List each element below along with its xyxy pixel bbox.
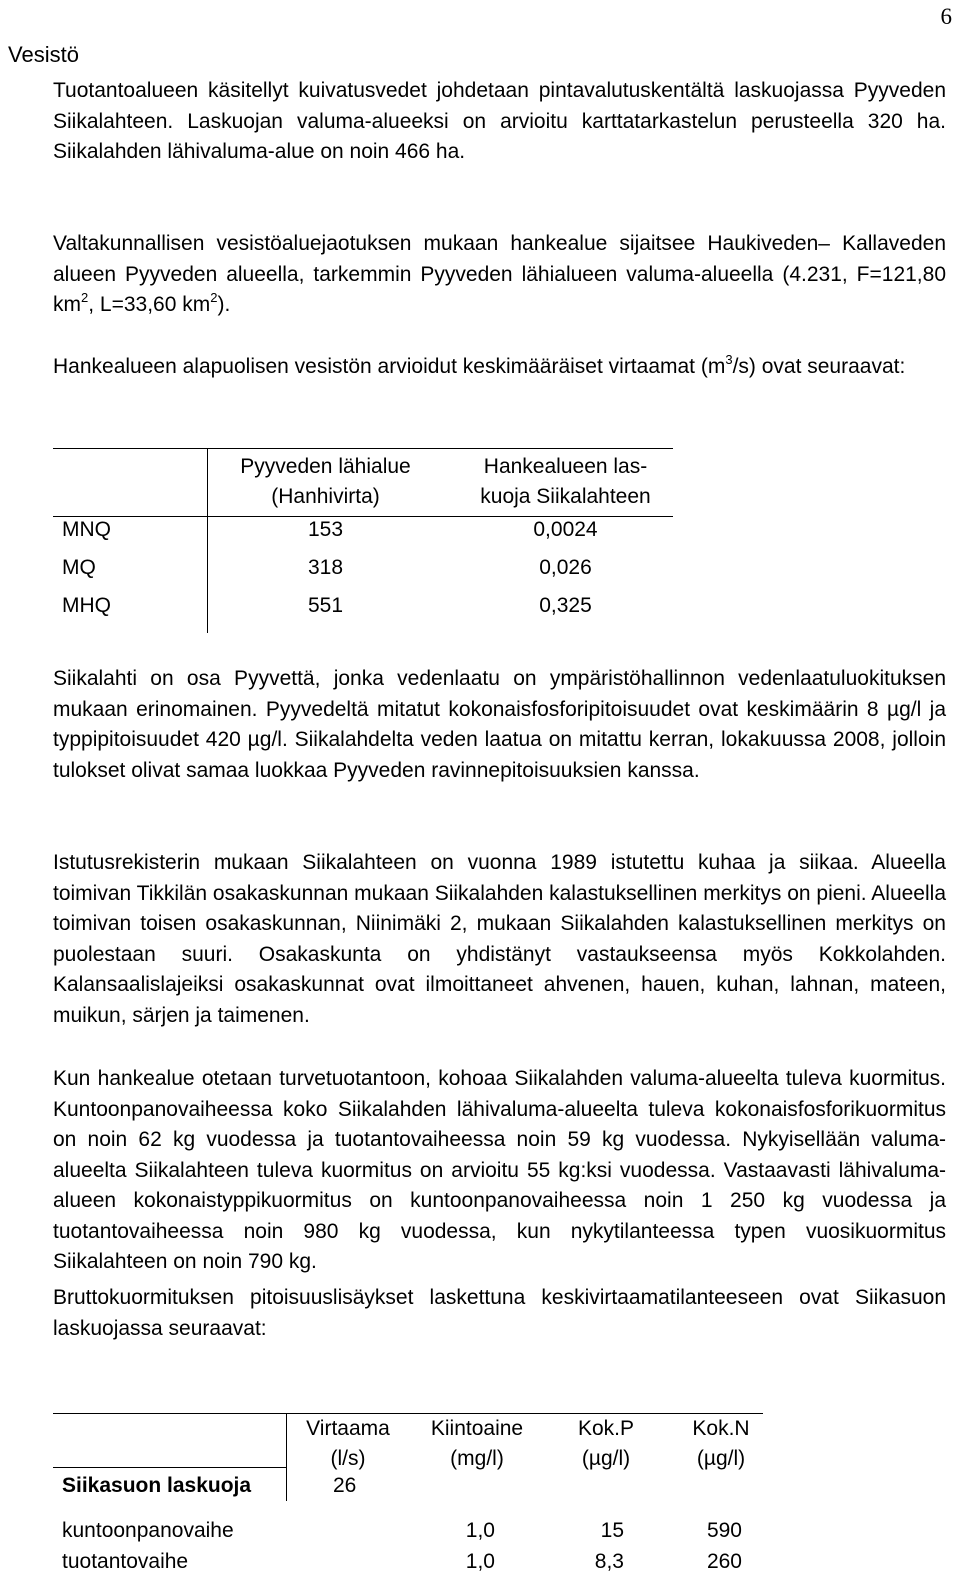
header-line: (Hanhivirta) <box>271 485 380 508</box>
header-line: Kok.P <box>577 1417 635 1440</box>
load-header-phosphorus <box>556 1414 656 1474</box>
paragraph-loading: Kun hankealue otetaan turvetuotantoon, kohoaa Siikalahden valuma-alueelta tuleva kuormitus. Kuntoonpanovaiheessa koko Siikalahden lähivaluma-alueelta tuleva kokonaisfosforikuormitus on noin 62 kg vuodessa ja tuotantovaiheessa noin 59 kg vuodessa. Nykyisellään valuma-alueelta Siikalahteen tuleva kuormitus on arvioitu 55 kg:ksi vuodessa. Vastaavasti lähivaluma-alueen kokonaistyppikuormitus on kuntoonpanovaiheessa noin 1 250 kg vuodessa ja tuotantovaiheessa noin 980 kg vuodessa, kun nykytilanteessa typen vuosikuormitus Siikalahteen on noin 790 kg. <box>53 1067 946 1273</box>
flow-row-value: 0,0024 <box>533 518 598 541</box>
paragraph-flows-intro <box>53 352 946 383</box>
load-row-label: kuntoonpanovaihe <box>62 1519 234 1542</box>
superscript: 2 <box>81 290 89 305</box>
header-line: Kok.N <box>692 1417 750 1440</box>
load-site-flow: 26 <box>333 1474 357 1497</box>
load-row-phosphorus: 15 <box>600 1519 624 1542</box>
superscript: 2 <box>210 290 218 305</box>
header-line: (l/s) <box>330 1447 366 1470</box>
paragraph-catchment <box>53 229 946 321</box>
header-line: (mg/l) <box>450 1447 504 1470</box>
flows-intro-text: Hankealueen alapuolisen vesistön arvioidut keskimääräiset virtaamat (m <box>53 355 726 378</box>
load-header-nitrogen <box>668 1414 774 1474</box>
section-heading: Vesistö <box>8 42 79 67</box>
superscript: 3 <box>725 352 733 367</box>
header-line: Kiintoaine <box>430 1417 524 1440</box>
load-row-nitrogen: 590 <box>706 1519 742 1542</box>
paragraph-water-quality: Siikalahti on osa Pyyvettä, jonka vedenlaatu on ympäristöhallinnon vedenlaatuluokituksen mukaan erinomainen. Pyyvedeltä mitatut kokonaisfosforipitoisuudet ovat keskimäärin 8 µg/l ja typpipitoisuudet 420 µg/l. Siikalahdelta veden laatua on mitattu kerran, lokakuussa 2008, jolloin tulokset olivat samaa luokkaa Pyyveden ravinnepitoisuuksien kanssa. <box>53 667 946 782</box>
flow-row-label: MQ <box>62 556 96 579</box>
flow-col2-header <box>443 452 688 512</box>
header-line: (µg/l) <box>581 1447 631 1470</box>
table-rule <box>53 448 673 449</box>
flow-row-value: 318 <box>307 556 344 579</box>
load-site-label: Siikasuon laskuoja <box>62 1474 252 1497</box>
header-line: Pyyveden lähialue <box>240 455 411 478</box>
flow-row-label: MNQ <box>62 518 111 541</box>
load-row-label: tuotantovaihe <box>62 1550 189 1573</box>
flow-row-value: 0,325 <box>539 594 592 617</box>
flow-row-value: 0,026 <box>539 556 592 579</box>
load-header-solids <box>412 1414 542 1474</box>
flow-row-label: MHQ <box>62 594 111 617</box>
flow-col1-header <box>208 452 443 512</box>
table-rule <box>53 1467 286 1468</box>
paragraph-concentration-intro: Bruttokuormituksen pitoisuuslisäykset laskettuna keskivirtaamatilanteeseen ovat Siikasuon laskuojassa seuraavat: <box>53 1286 946 1340</box>
flow-row-value: 551 <box>307 594 344 617</box>
load-row-solids: 1,0 <box>465 1519 495 1542</box>
flow-row-value: 153 <box>307 518 344 541</box>
header-line: Hankealueen las- <box>483 455 648 478</box>
table-divider <box>286 1413 287 1501</box>
paragraph-drainage: Tuotantoalueen käsitellyt kuivatusvedet johdetaan pintavalutuskentältä laskuojassa Pyyveden Siikalahteen. Laskuojan valuma-alueeksi on arvioitu karttatarkastelun perusteella 320 ha. Siikalahden lähivaluma-alue on noin 466 ha. <box>53 79 946 163</box>
load-header-flow <box>290 1414 406 1474</box>
header-line: kuoja Siikalahteen <box>480 485 651 508</box>
catchment-text-mid: , L=33,60 km <box>88 293 211 316</box>
load-row-solids: 1,0 <box>465 1550 495 1573</box>
header-line: Virtaama <box>306 1417 390 1440</box>
flows-intro-text-end: /s) ovat seuraavat: <box>732 355 906 378</box>
load-row-phosphorus: 8,3 <box>594 1550 624 1573</box>
catchment-text-end: ). <box>217 293 231 316</box>
load-row-nitrogen: 260 <box>706 1550 742 1573</box>
table-rule <box>53 1413 763 1414</box>
header-line: (µg/l) <box>696 1447 746 1470</box>
page-number: 6 <box>940 4 952 29</box>
catchment-text: Valtakunnallisen vesistöaluejaotuksen mukaan hankealue sijaitsee Haukiveden– Kallaveden alueen Pyyveden alueella, tarkemmin Pyyveden lähialueen valuma-alueella (4.231, F=121,80 km <box>53 232 946 316</box>
paragraph-fishing: Istutusrekisterin mukaan Siikalahteen on vuonna 1989 istutettu kuhaa ja siikaa. Alueella toimivan Tikkilän osakaskunnan mukaan Siikalahden kalastuksellinen merkitys on pieni. Alueella toimivan toisen osakaskunnan, Niinimäki 2, mukaan Siikalahden kalastuksellinen merkitys on puolestaan suuri. Osakaskunta on yhdistänyt vastaukseensa myös Kokkolahden. Kalansaalislajeiksi osakaskunnat ovat ilmoittaneet ahvenen, hauen, kuhan, lahnan, mateen, muikun, särjen ja taimenen. <box>53 851 946 1027</box>
